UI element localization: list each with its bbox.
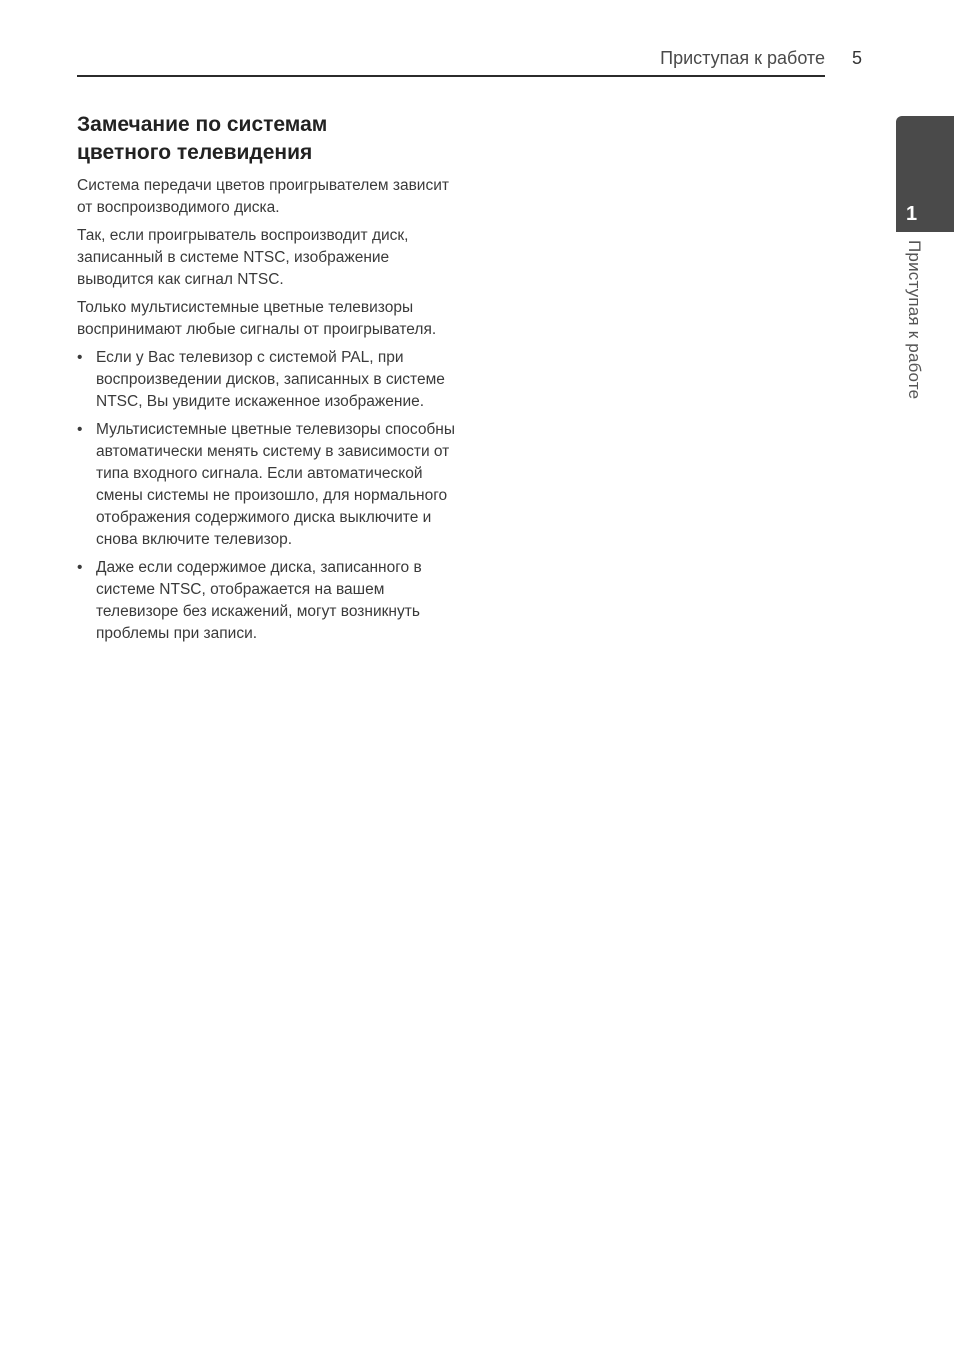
bullet-icon: • — [77, 349, 83, 366]
chapter-tab — [896, 116, 954, 232]
running-header-title: Приступая к работе — [660, 48, 825, 68]
paragraph-3: Только мультисистемные цветные телевизоры воспринимают любые сигналы от проигрывателя. — [77, 299, 437, 338]
chapter-side-label: Приступая к работе — [905, 240, 924, 400]
list-item — [77, 557, 457, 645]
bullet-icon: • — [77, 559, 83, 576]
page-number: 5 — [852, 48, 863, 68]
section-heading-line-1: Замечание по системам — [77, 113, 328, 136]
list-item — [77, 419, 457, 551]
list-item-text: Мультисистемные цветные телевизоры способны автоматически менять систему в зависимости от типа входного сигнала. Если автоматической смены системы не произошло, для нормального отображения содержимого диска выключите и снова включите телевизор. — [96, 421, 456, 548]
header-divider — [77, 75, 825, 77]
paragraph-2: Так, если проигрыватель воспроизводит диск, записанный в системе NTSC, изображение выводится как сигнал NTSC. — [77, 227, 409, 288]
list-item-text: Даже если содержимое диска, записанного в системе NTSC, отображается на вашем телевизоре без искажений, могут возникнуть проблемы при записи. — [96, 559, 422, 642]
chapter-number: 1 — [906, 203, 918, 225]
paragraph-1: Система передачи цветов проигрывателем зависит от воспроизводимого диска. — [77, 177, 449, 216]
list-item — [77, 347, 457, 413]
bullet-list — [77, 347, 457, 645]
section-heading — [77, 111, 457, 167]
section-heading-line-2: цветного телевидения — [77, 141, 313, 164]
bullet-icon: • — [77, 421, 83, 438]
list-item-text: Если у Вас телевизор с системой PAL, при воспроизведении дисков, записанных в системе NTSC, Вы увидите искаженное изображение. — [96, 349, 445, 410]
main-content — [77, 111, 457, 651]
